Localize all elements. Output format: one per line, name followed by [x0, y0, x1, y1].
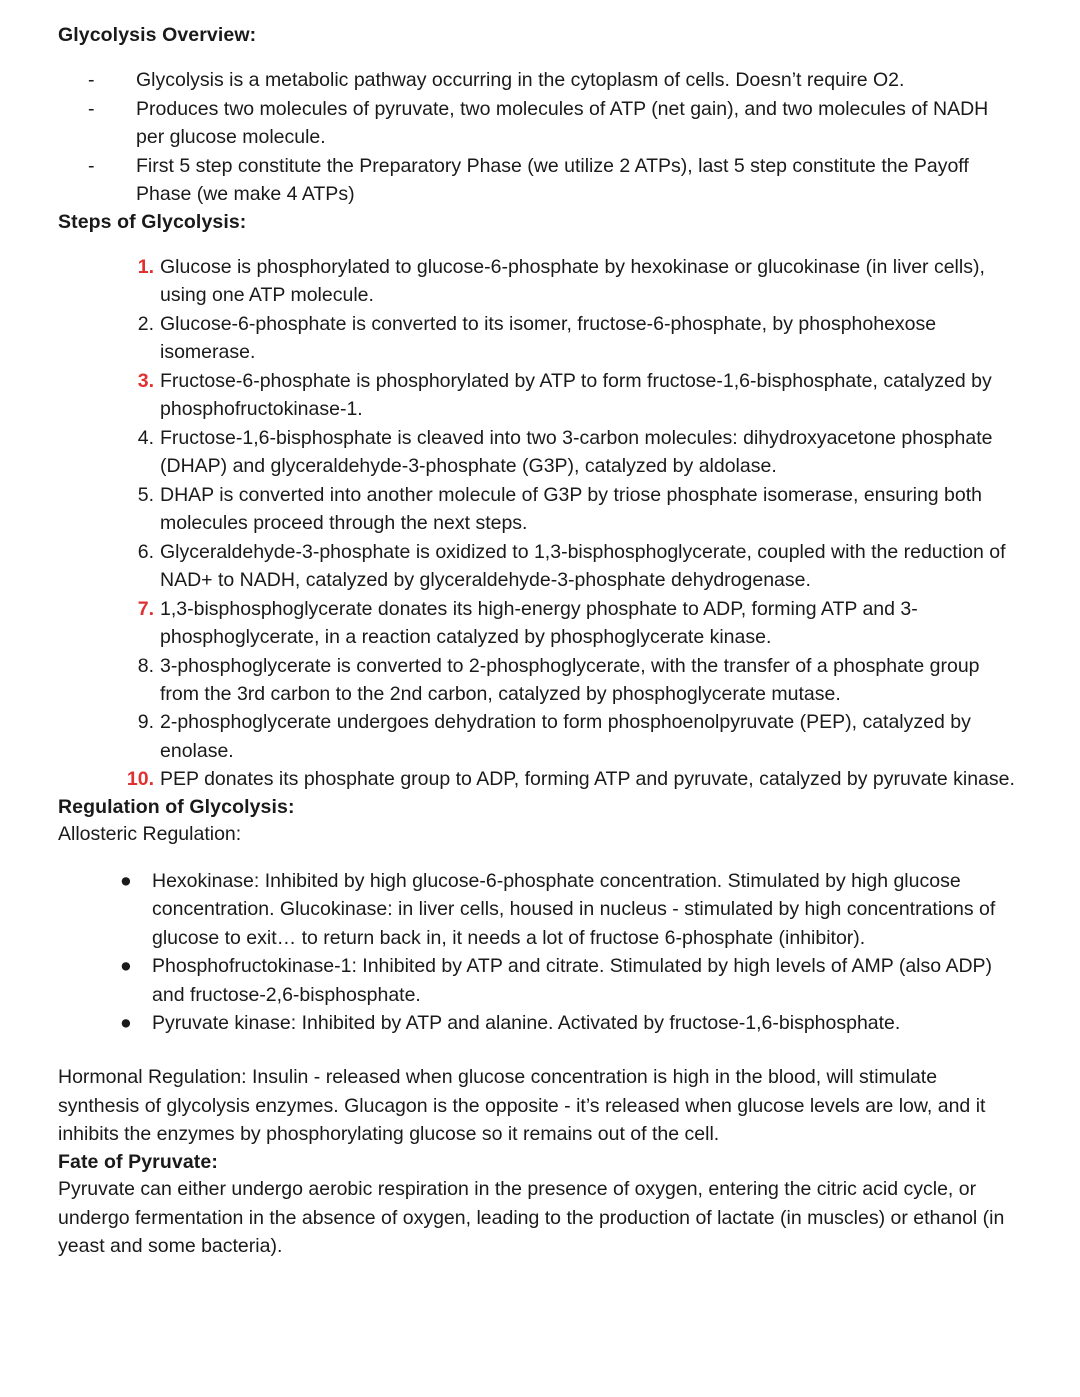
step-text: DHAP is converted into another molecule of G3P by triose phosphate isomerase, ensuring both molecules proceed through the next steps. — [160, 483, 982, 535]
spacer — [58, 1037, 1018, 1063]
list-item — [116, 867, 1018, 952]
regulation-heading: Regulation of Glycolysis: — [58, 795, 295, 818]
step-text: Fructose-1,6-bisphosphate is cleaved into two 3-carbon molecules: dihydroxyacetone phosphate (DHAP) and glyceraldehyde-3-phosphate (G3P), catalyzed by aldolase. — [160, 426, 993, 478]
step-number: 10. — [126, 768, 154, 791]
step-number: 4. — [137, 426, 154, 449]
list-item-text: Pyruvate kinase: Inhibited by ATP and alanine. Activated by fructose-1,6-bisphosphate. — [152, 1012, 901, 1034]
step-number: 5. — [137, 483, 154, 506]
step-number: 1. — [137, 255, 154, 278]
overview-heading: Glycolysis Overview: — [58, 24, 257, 46]
table-row — [116, 481, 1018, 538]
step-text: Glyceraldehyde-3-phosphate is oxidized to 1,3-bisphosphoglycerate, coupled with the reduction of NAD+ to NADH, catalyzed by glyceraldehyde-3-phosphate dehydrogenase. — [160, 540, 1006, 592]
dash-marker: - — [88, 69, 95, 92]
step-number: 6. — [137, 540, 154, 563]
table-row — [116, 538, 1018, 595]
list-item — [88, 66, 1018, 94]
list-item-text: First 5 step constitute the Preparatory Phase (we utilize 2 ATPs), last 5 step constitute the Payoff Phase (we make 4 ATPs) — [136, 154, 969, 206]
step-text: Fructose-6-phosphate is phosphorylated by ATP to form fructose-1,6-bisphosphate, catalyzed by phosphofructokinase-1. — [160, 369, 992, 421]
bullet-icon: ● — [120, 869, 132, 892]
list-item-text: Produces two molecules of pyruvate, two molecules of ATP (net gain), and two molecules of NADH per glucose molecule. — [136, 97, 989, 149]
table-row — [116, 424, 1018, 481]
list-item — [116, 1009, 1018, 1037]
hormonal-regulation-paragraph: Hormonal Regulation: Insulin - released when glucose concentration is high in the blood, will stimulate synthesis of glycolysis enzymes. Glucagon is the opposite - it’s released when glucose levels are low, and it inhibits the enzymes by phosphorylating glucose so it remains out of the cell. — [58, 1066, 986, 1146]
table-row — [116, 253, 1018, 310]
overview-list — [58, 66, 1018, 208]
step-number: 2. — [137, 312, 154, 335]
list-item-text: Hexokinase: Inhibited by high glucose-6-phosphate concentration. Stimulated by high glucose concentration. Glucokinase: in liver cells, housed in nucleus - stimulated by high concentrations of glucose to exit… to return back in, it needs a lot of fructose 6-phosphate (inhibitor). — [152, 869, 996, 949]
step-text: 3-phosphoglycerate is converted to 2-phosphoglycerate, with the transfer of a phosphate group from the 3rd carbon to the 2nd carbon, catalyzed by phosphoglycerate mutase. — [160, 654, 980, 705]
table-row — [116, 652, 1018, 709]
fate-of-pyruvate-paragraph: Pyruvate can either undergo aerobic respiration in the presence of oxygen, entering the citric acid cycle, or undergo fermentation in the absence of oxygen, leading to the production of lactate (in muscles) or ethanol (in yeast and some bacteria). — [58, 1178, 1005, 1258]
list-item-text: Glycolysis is a metabolic pathway occurring in the cytoplasm of cells. Doesn’t require O2. — [136, 69, 905, 92]
steps-heading: Steps of Glycolysis: — [58, 210, 247, 233]
list-item-text: Phosphofructokinase-1: Inhibited by ATP and citrate. Stimulated by high levels of AMP (also ADP) and fructose-2,6-bisphosphate. — [152, 955, 993, 1006]
step-text: 2-phosphoglycerate undergoes dehydration to form phosphoenolpyruvate (PEP), catalyzed by enolase. — [160, 711, 971, 762]
list-item — [88, 152, 1018, 209]
list-item — [88, 95, 1018, 152]
list-item — [116, 952, 1018, 1009]
step-number: 3. — [137, 369, 154, 392]
bullet-icon: ● — [120, 955, 132, 978]
allosteric-regulation-list — [58, 867, 1018, 1038]
step-text: PEP donates its phosphate group to ADP, forming ATP and pyruvate, catalyzed by pyruvate kinase. — [160, 768, 1015, 791]
step-text: Glucose-6-phosphate is converted to its isomer, fructose-6-phosphate, by phosphohexose isomerase. — [160, 312, 937, 364]
dash-marker: - — [88, 97, 95, 120]
table-row — [116, 708, 1018, 765]
table-row — [116, 310, 1018, 367]
step-text: Glucose is phosphorylated to glucose-6-phosphate by hexokinase or glucokinase (in liver cells), using one ATP molecule. — [160, 255, 985, 307]
fate-of-pyruvate-heading: Fate of Pyruvate: — [58, 1150, 218, 1173]
step-text: 1,3-bisphosphoglycerate donates its high-energy phosphate to ADP, forming ATP and 3-phosphoglycerate, in a reaction catalyzed by phosphoglycerate kinase. — [160, 597, 918, 649]
table-row — [116, 765, 1018, 793]
step-number: 7. — [137, 597, 154, 620]
dash-marker: - — [88, 154, 95, 177]
step-number: 9. — [137, 711, 154, 734]
table-row — [116, 367, 1018, 424]
steps-list — [58, 253, 1018, 794]
allosteric-regulation-label: Allosteric Regulation: — [58, 823, 242, 846]
bullet-icon: ● — [120, 1012, 132, 1034]
table-row — [116, 595, 1018, 652]
step-number: 8. — [137, 654, 154, 677]
